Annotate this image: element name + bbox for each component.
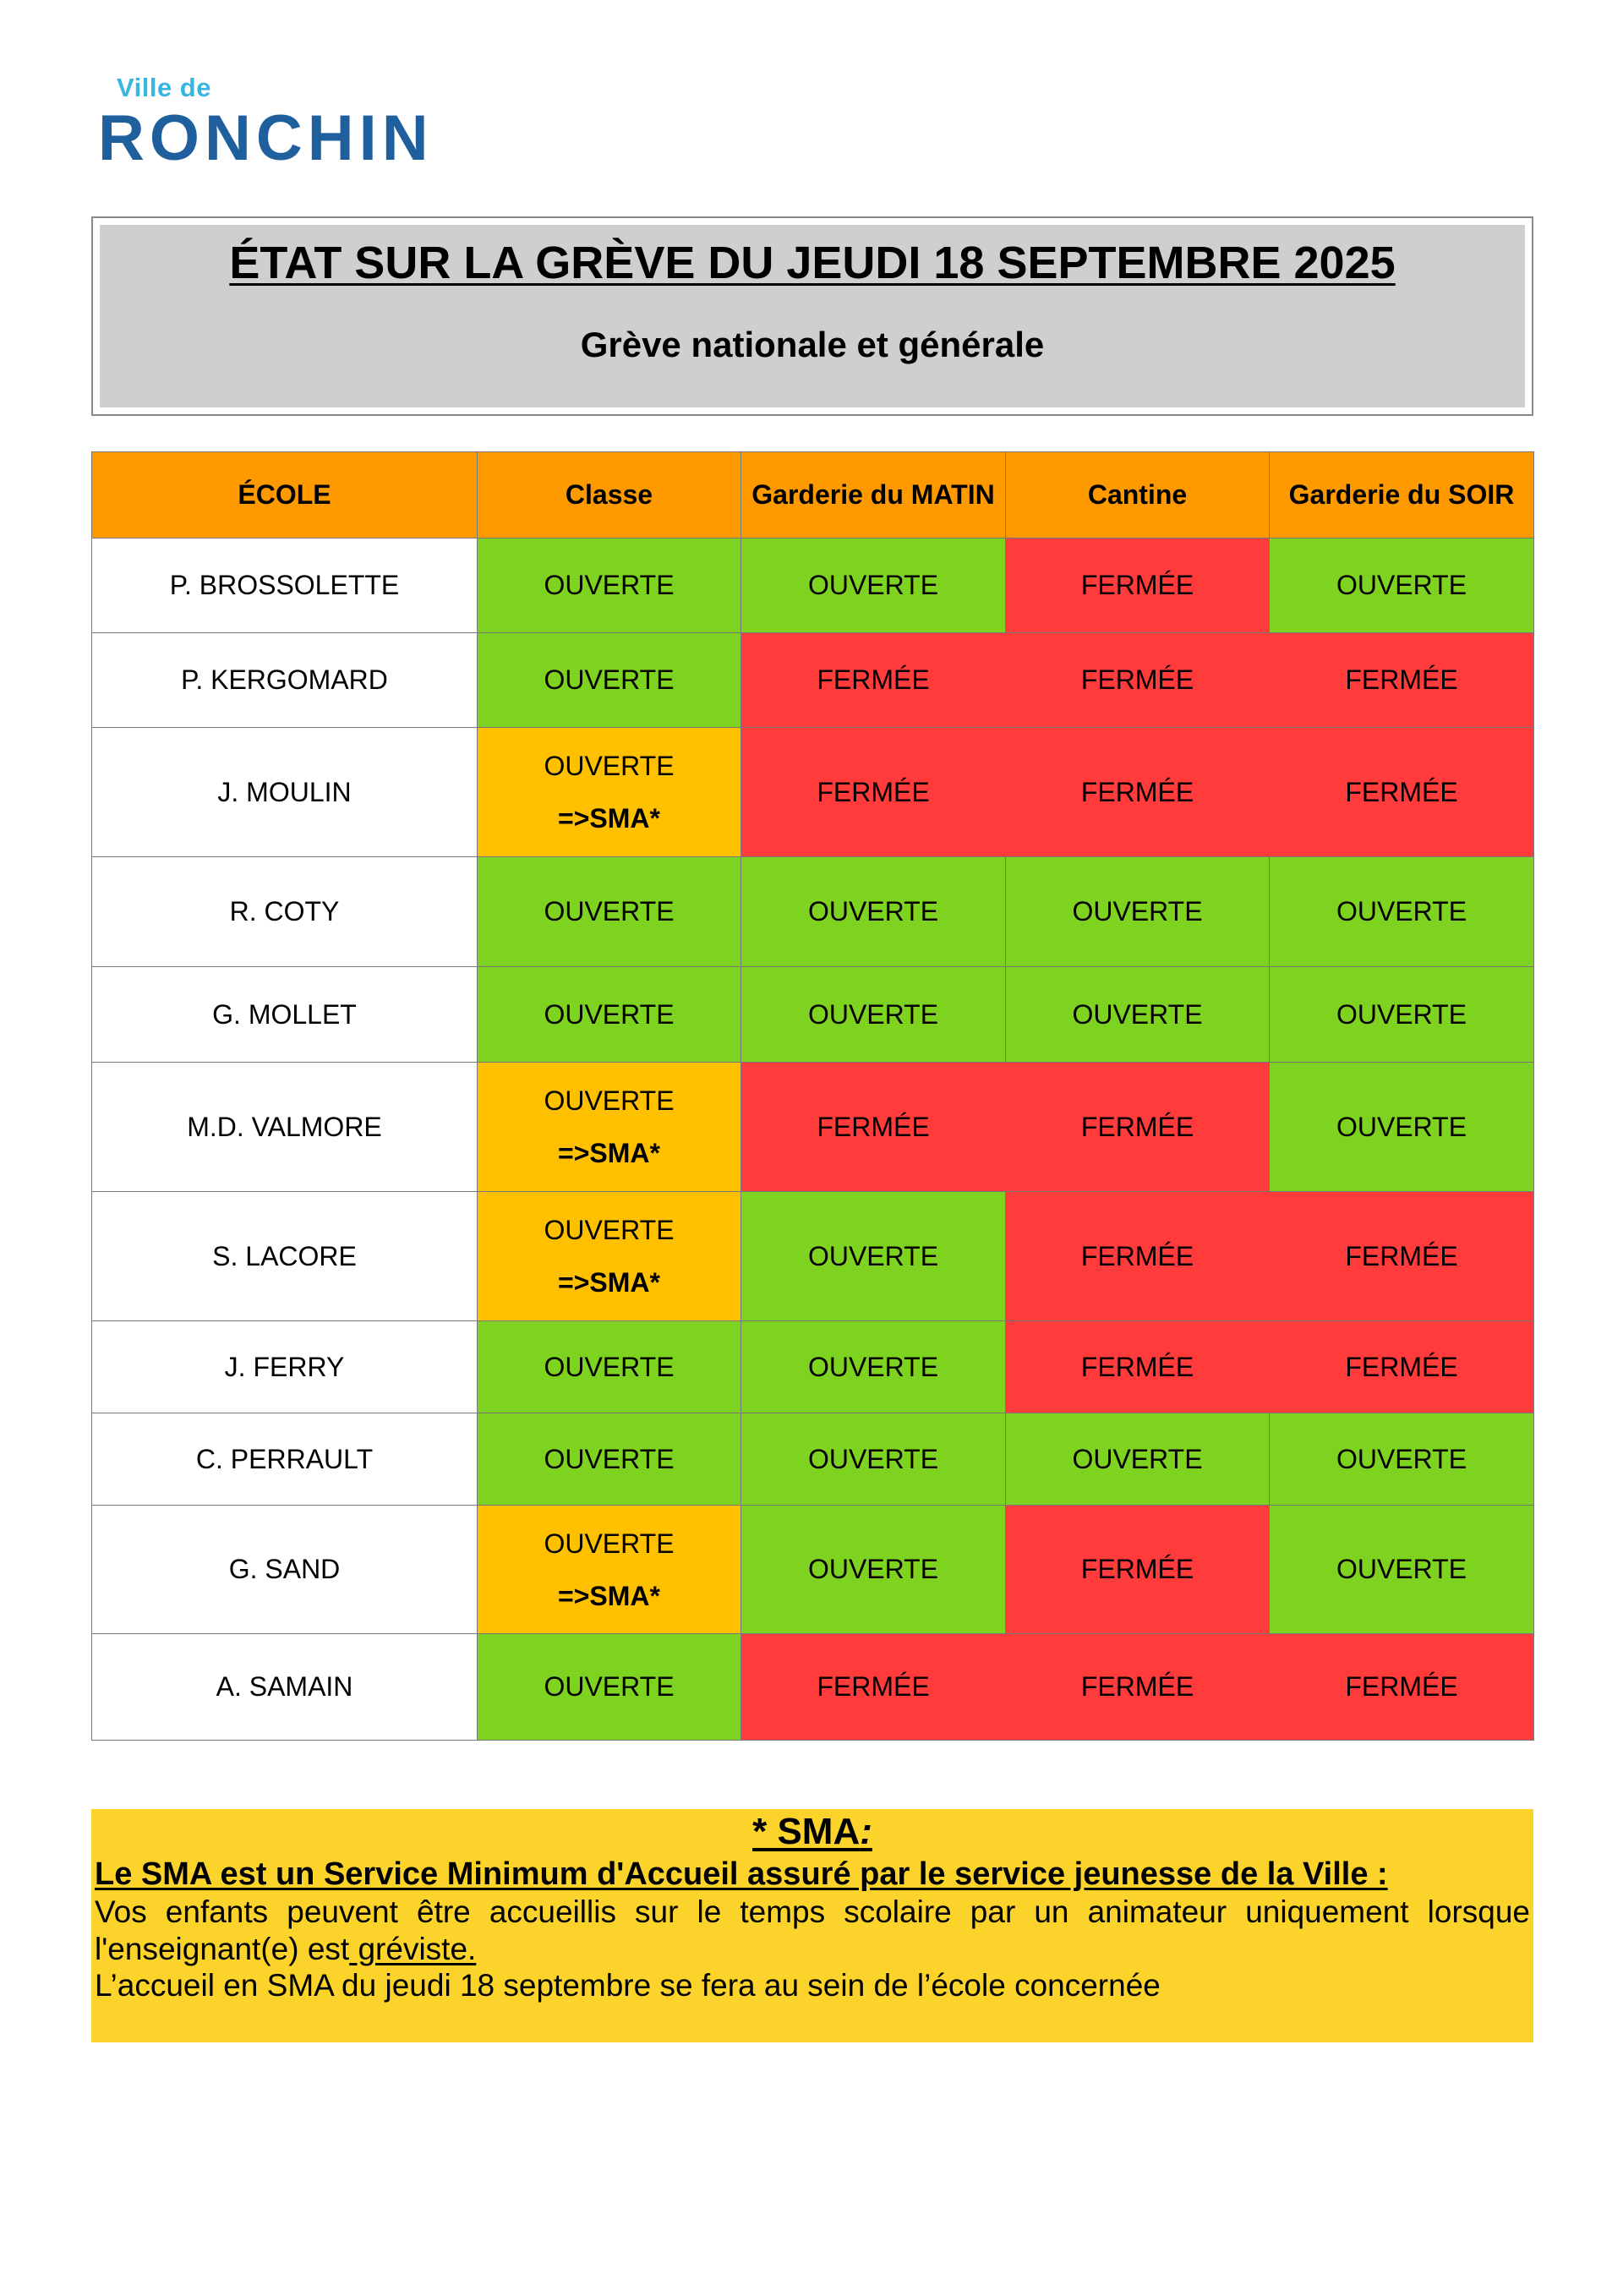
class-status-cell: OUVERTE [478,1413,741,1506]
column-header-class: Classe [478,452,741,538]
morning-care-status-cell: FERMÉE [741,633,1006,728]
page-subtitle: Grève nationale et générale [580,325,1045,364]
school-name-cell: P. KERGOMARD [92,633,478,728]
school-name-cell: M.D. VALMORE [92,1063,478,1192]
table-row [92,1321,1534,1413]
sma-marker: =>SMA* [558,1267,660,1298]
morning-care-status-cell: OUVERTE [741,1413,1006,1506]
class-status-cell: OUVERTE [478,857,741,967]
sma-note-title-text: * SMA [752,1811,861,1852]
morning-care-status-cell: OUVERTE [741,857,1006,967]
status-label: OUVERTE [544,1528,675,1559]
status-label: OUVERTE [544,751,675,781]
sma-note-body-underlined: gréviste. [349,1932,477,1966]
class-status-cell [478,1506,741,1634]
canteen-status-cell: FERMÉE [1006,728,1270,857]
table-row [92,1063,1534,1192]
table-row [92,967,1534,1063]
class-status-cell: OUVERTE [478,967,741,1063]
table-row [92,1506,1534,1634]
class-status-cell: OUVERTE [478,1634,741,1741]
school-name-cell: G. SAND [92,1506,478,1634]
sma-note-title-colon: : [860,1811,872,1852]
column-header-canteen: Cantine [1006,452,1270,538]
evening-care-status-cell: OUVERTE [1270,538,1534,633]
evening-care-status-cell: OUVERTE [1270,1063,1534,1192]
morning-care-status-cell: OUVERTE [741,967,1006,1063]
sma-note-body-text: Vos enfants peuvent être accueillis sur le temps scolaire par un animateur uniquement lorsque l'enseignant(e) est [95,1894,1530,1966]
column-header-evening-care: Garderie du SOIR [1270,452,1534,538]
canteen-status-cell: OUVERTE [1006,967,1270,1063]
table-row [92,633,1534,728]
school-name-cell: A. SAMAIN [92,1634,478,1741]
morning-care-status-cell: OUVERTE [741,1192,1006,1321]
class-status-cell: OUVERTE [478,1321,741,1413]
sma-marker: =>SMA* [558,803,660,834]
evening-care-status-cell: OUVERTE [1270,1413,1534,1506]
school-name-cell: G. MOLLET [92,967,478,1063]
evening-care-status-cell: FERMÉE [1270,633,1534,728]
column-header-morning-care: Garderie du MATIN [741,452,1006,538]
class-status-cell: OUVERTE [478,633,741,728]
school-name-cell: S. LACORE [92,1192,478,1321]
evening-care-status-cell: OUVERTE [1270,857,1534,967]
canteen-status-cell: FERMÉE [1006,538,1270,633]
strike-status-table [91,451,1534,1741]
school-name-cell: J. MOULIN [92,728,478,857]
evening-care-status-cell: OUVERTE [1270,967,1534,1063]
sma-note-box [91,1809,1533,2042]
school-name-cell: C. PERRAULT [92,1413,478,1506]
sma-note-body-line2: L’accueil en SMA du jeudi 18 septembre se fera au sein de l’école concernée [95,1968,1161,2003]
sma-marker: =>SMA* [558,1138,660,1168]
table-row [92,857,1534,967]
sma-note-subtitle: Le SMA est un Service Minimum d'Accueil assuré par le service jeunesse de la Ville : [95,1856,1388,1892]
status-label: OUVERTE [544,1085,675,1116]
evening-care-status-cell: FERMÉE [1270,1634,1534,1741]
class-status-cell: OUVERTE [478,538,741,633]
column-header-school: ÉCOLE [92,452,478,538]
table-row [92,538,1534,633]
table-row [92,728,1534,857]
morning-care-status-cell: OUVERTE [741,1506,1006,1634]
logo-top-text: Ville de [117,73,211,102]
canteen-status-cell: FERMÉE [1006,633,1270,728]
table-header-row [92,452,1534,538]
page-title: ÉTAT SUR LA GRÈVE DU JEUDI 18 SEPTEMBRE 2025 [229,238,1396,288]
title-box [91,216,1533,416]
morning-care-status-cell: OUVERTE [741,538,1006,633]
canteen-status-cell: OUVERTE [1006,857,1270,967]
canteen-status-cell: FERMÉE [1006,1192,1270,1321]
evening-care-status-cell: FERMÉE [1270,1192,1534,1321]
sma-note-title [91,1811,1533,1853]
class-status-cell [478,728,741,857]
morning-care-status-cell: FERMÉE [741,1063,1006,1192]
class-status-cell [478,1063,741,1192]
school-name-cell: J. FERRY [92,1321,478,1413]
canteen-status-cell: FERMÉE [1006,1063,1270,1192]
table-row [92,1634,1534,1741]
sma-note-body [95,1894,1530,1968]
table-row [92,1192,1534,1321]
evening-care-status-cell: OUVERTE [1270,1506,1534,1634]
class-status-cell [478,1192,741,1321]
title-panel [100,225,1525,407]
evening-care-status-cell: FERMÉE [1270,1321,1534,1413]
canteen-status-cell: FERMÉE [1006,1506,1270,1634]
evening-care-status-cell: FERMÉE [1270,728,1534,857]
logo-main-text: RONCHIN [98,102,434,174]
canteen-status-cell: FERMÉE [1006,1634,1270,1741]
school-name-cell: R. COTY [92,857,478,967]
table-row [92,1413,1534,1506]
sma-marker: =>SMA* [558,1580,660,1611]
canteen-status-cell: FERMÉE [1006,1321,1270,1413]
school-name-cell: P. BROSSOLETTE [92,538,478,633]
morning-care-status-cell: OUVERTE [741,1321,1006,1413]
canteen-status-cell: OUVERTE [1006,1413,1270,1506]
ronchin-logo [98,73,436,174]
table-body [92,538,1534,1741]
morning-care-status-cell: FERMÉE [741,1634,1006,1741]
morning-care-status-cell: FERMÉE [741,728,1006,857]
status-label: OUVERTE [544,1215,675,1245]
